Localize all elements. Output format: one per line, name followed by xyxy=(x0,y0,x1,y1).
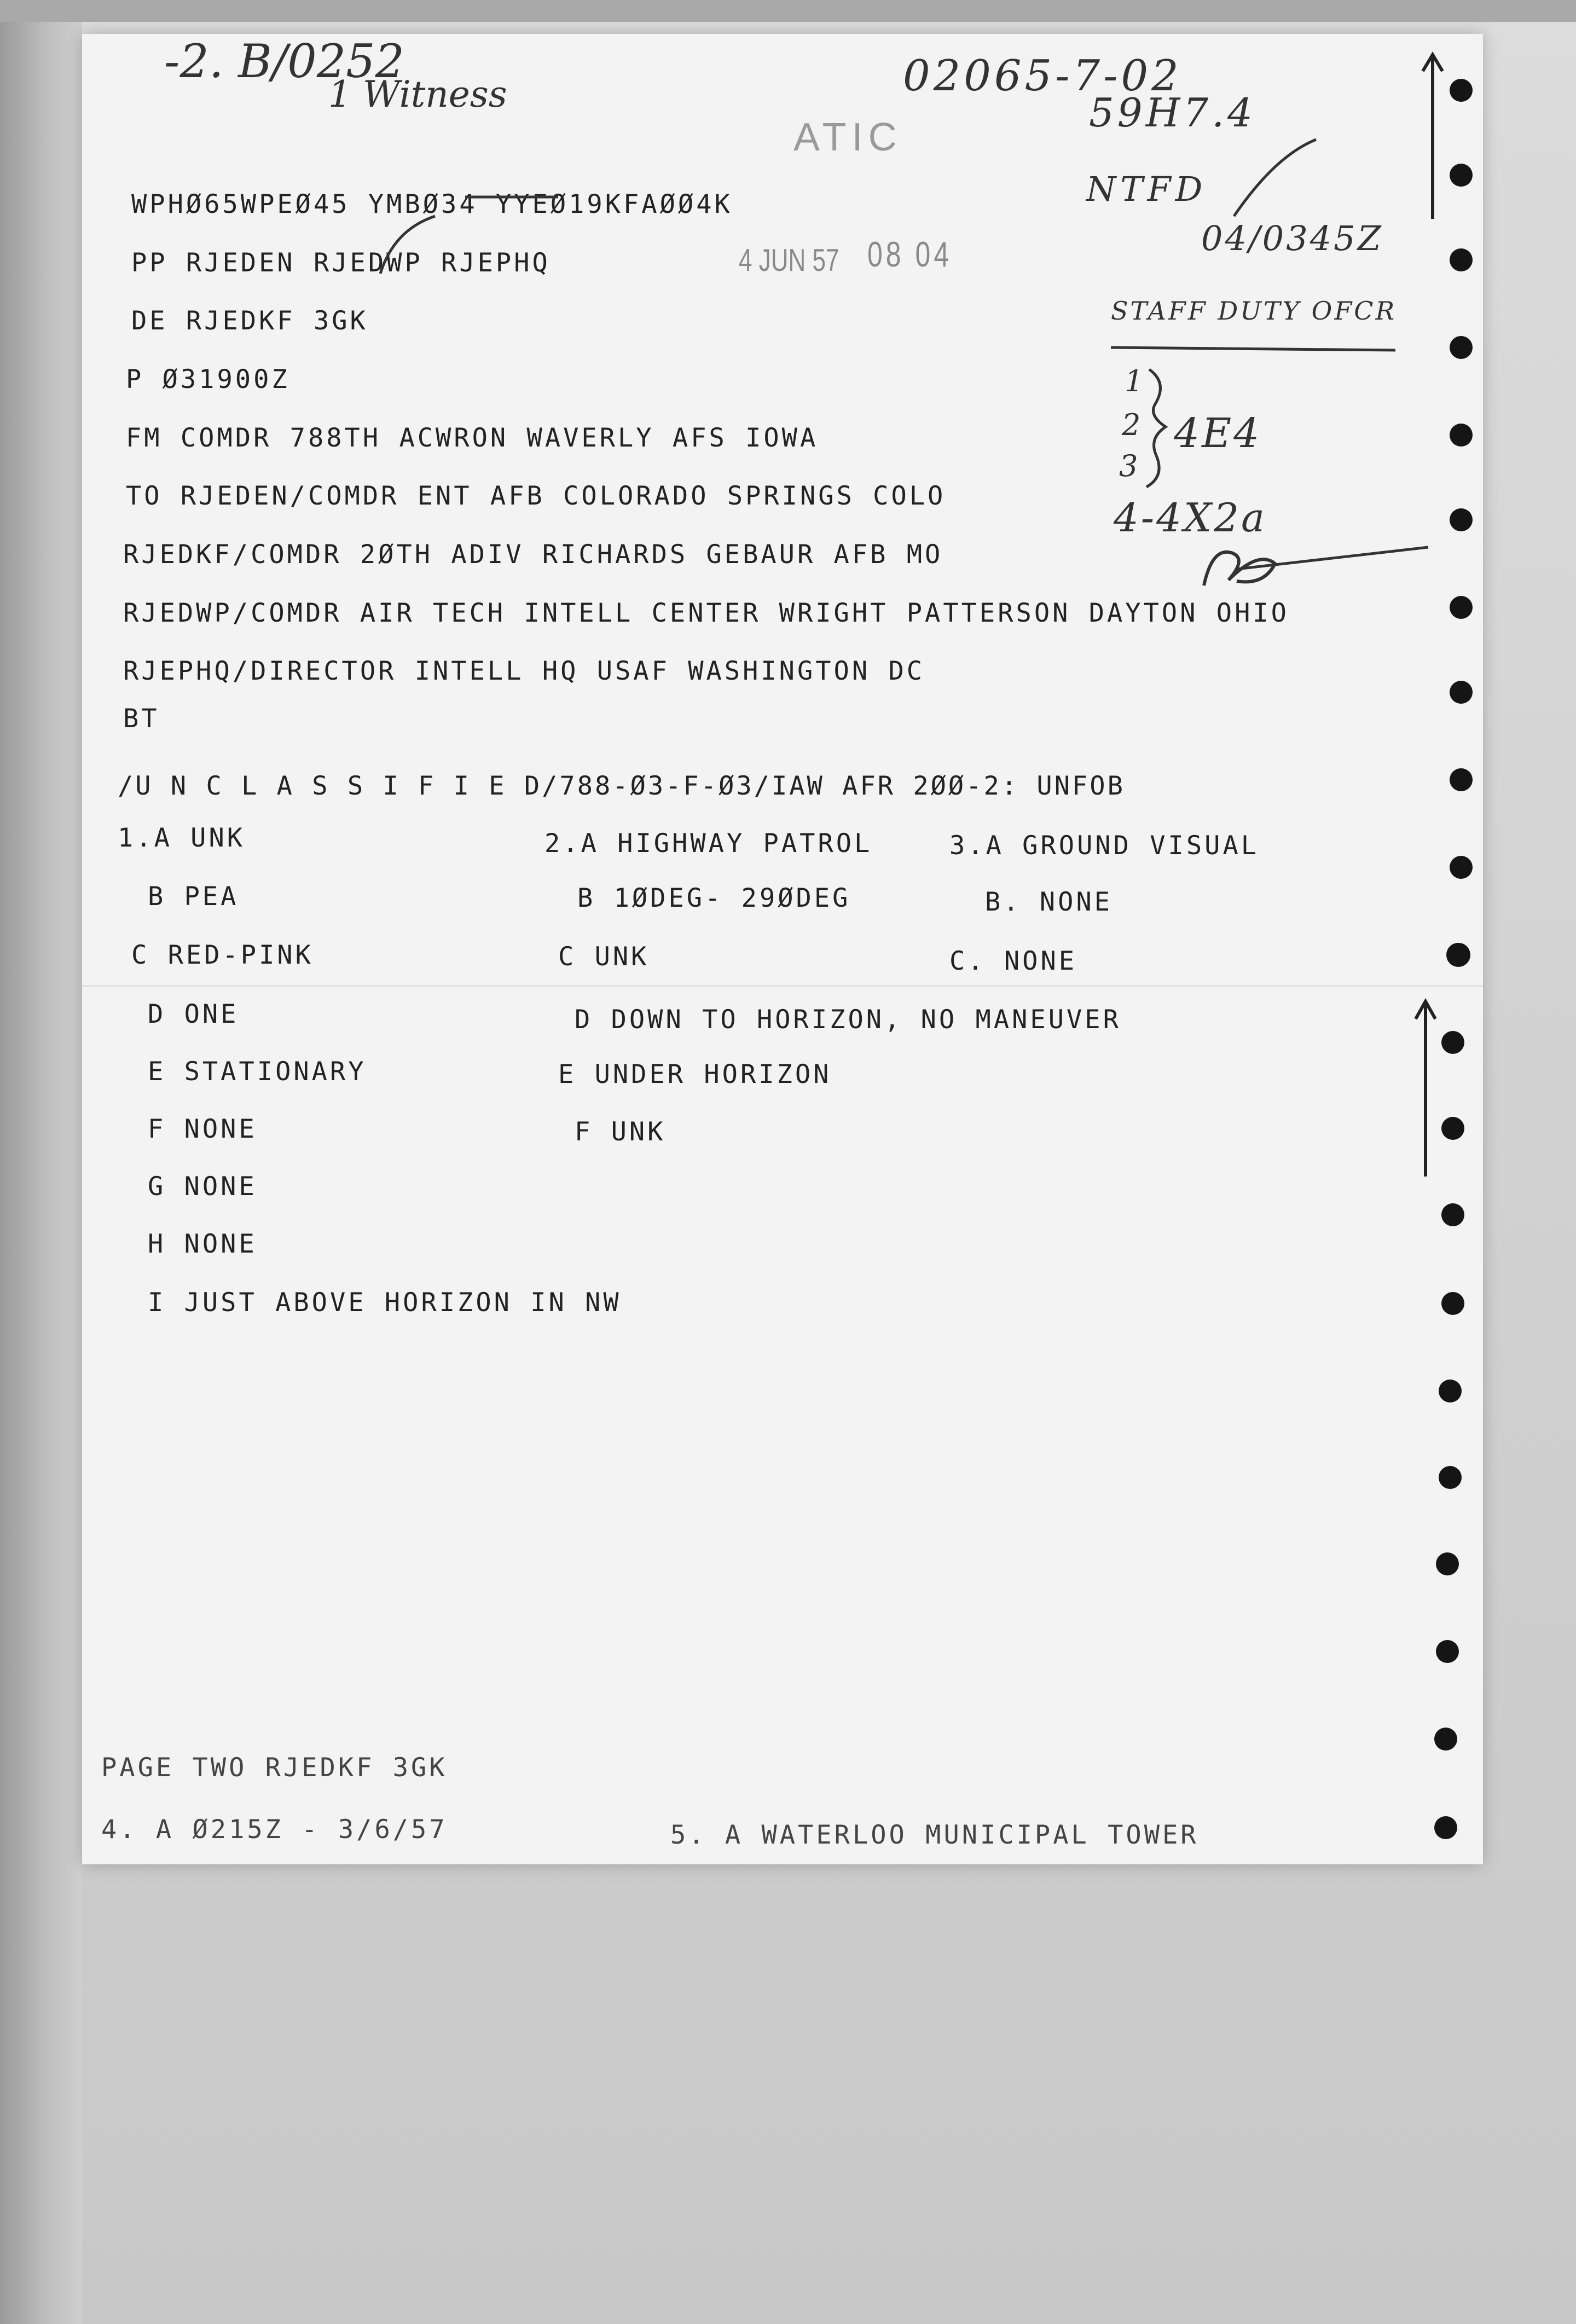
handwritten-staff-duty: STAFF DUTY OFCR xyxy=(1111,296,1397,326)
addressee-line-2: RJEDWP/COMDR AIR TECH INTELL CENTER WRIGHT PATTERSON DAYTON OHIO xyxy=(123,598,1289,628)
handwritten-ntfd: NTFD xyxy=(1086,169,1207,209)
item-1b: B PEA xyxy=(148,882,239,912)
item-1g: G NONE xyxy=(148,1172,257,1202)
handwritten-top-right-sub: 59H7.4 xyxy=(1089,90,1256,136)
handwritten-time: 04/0345Z xyxy=(1201,218,1383,258)
item-1i: I JUST ABOVE HORIZON IN NW xyxy=(148,1288,622,1318)
from-line: FM COMDR 788TH ACWRON WAVERLY AFS IOWA xyxy=(126,423,819,453)
item-1f: F NONE xyxy=(148,1114,257,1144)
item-3b: B. NONE xyxy=(985,887,1113,917)
paper-fold-line xyxy=(82,985,1483,987)
addressee-line-1: RJEDKF/COMDR 2ØTH ADIV RICHARDS GEBAUR AFB MO xyxy=(123,540,943,570)
item-1e: E STATIONARY xyxy=(148,1057,367,1087)
handwritten-top-left-ref: -2. B/0252 xyxy=(164,34,405,88)
addressee-line-3: RJEPHQ/DIRECTOR INTELL HQ USAF WASHINGTON DC xyxy=(123,656,925,686)
precedence-line: PP RJEDEN RJEDWP RJEPHQ xyxy=(131,248,551,278)
atic-stamp: ATIC xyxy=(793,115,902,159)
date-time-group: P Ø31900Z xyxy=(126,364,290,395)
originator-line: DE RJEDKF 3GK xyxy=(131,306,368,336)
routing-line: WPHØ65WPEØ45 YMBØ34 YYEØ19KFAØØ4K xyxy=(131,189,733,219)
item-2d: D DOWN TO HORIZON, NO MANEUVER xyxy=(575,1005,1121,1035)
break-line: BT xyxy=(123,704,160,734)
page-two-header: PAGE TWO RJEDKF 3GK xyxy=(101,1753,448,1783)
handwritten-code-4e4: 4E4 xyxy=(1174,410,1262,457)
to-line: TO RJEDEN/COMDR ENT AFB COLORADO SPRINGS COLO xyxy=(126,481,946,511)
item-1a: 1.A UNK xyxy=(118,823,246,853)
item-2f: F UNK xyxy=(575,1117,666,1147)
item-4a: 4. A Ø215Z - 3/6/57 xyxy=(101,1815,448,1845)
item-2c: C UNK xyxy=(558,942,650,972)
handwritten-witness-note: 1 Witness xyxy=(328,73,507,115)
handwritten-top-right-ref: 02065-7-02 xyxy=(903,51,1182,101)
item-3c: C. NONE xyxy=(949,946,1077,976)
handwritten-brace-num-3: 3 xyxy=(1119,449,1138,483)
item-3a: 3.A GROUND VISUAL xyxy=(949,831,1260,861)
item-1h: H NONE xyxy=(148,1229,257,1259)
classification-line: /U N C L A S S I F I E D/788-Ø3-F-Ø3/IAW AFR 2ØØ-2: UNFOB xyxy=(118,771,1125,801)
item-1d: D ONE xyxy=(148,999,239,1029)
received-time-stamp: 08 04 xyxy=(867,234,953,275)
film-frame-left xyxy=(0,0,82,2324)
item-5a: 5. A WATERLOO MUNICIPAL TOWER xyxy=(670,1820,1199,1850)
handwritten-brace-num-2: 2 xyxy=(1122,408,1141,442)
received-date-stamp: 4 JUN 57 xyxy=(739,243,839,279)
item-2a: 2.A HIGHWAY PATROL xyxy=(544,828,873,859)
item-1c: C RED-PINK xyxy=(131,940,314,970)
film-frame-top xyxy=(0,0,1576,22)
handwritten-brace-num-1: 1 xyxy=(1125,364,1144,398)
handwritten-code-4x2a: 4-4X2a xyxy=(1114,495,1267,541)
item-2e: E UNDER HORIZON xyxy=(558,1059,832,1089)
item-2b: B 1ØDEG- 29ØDEG xyxy=(577,883,851,913)
